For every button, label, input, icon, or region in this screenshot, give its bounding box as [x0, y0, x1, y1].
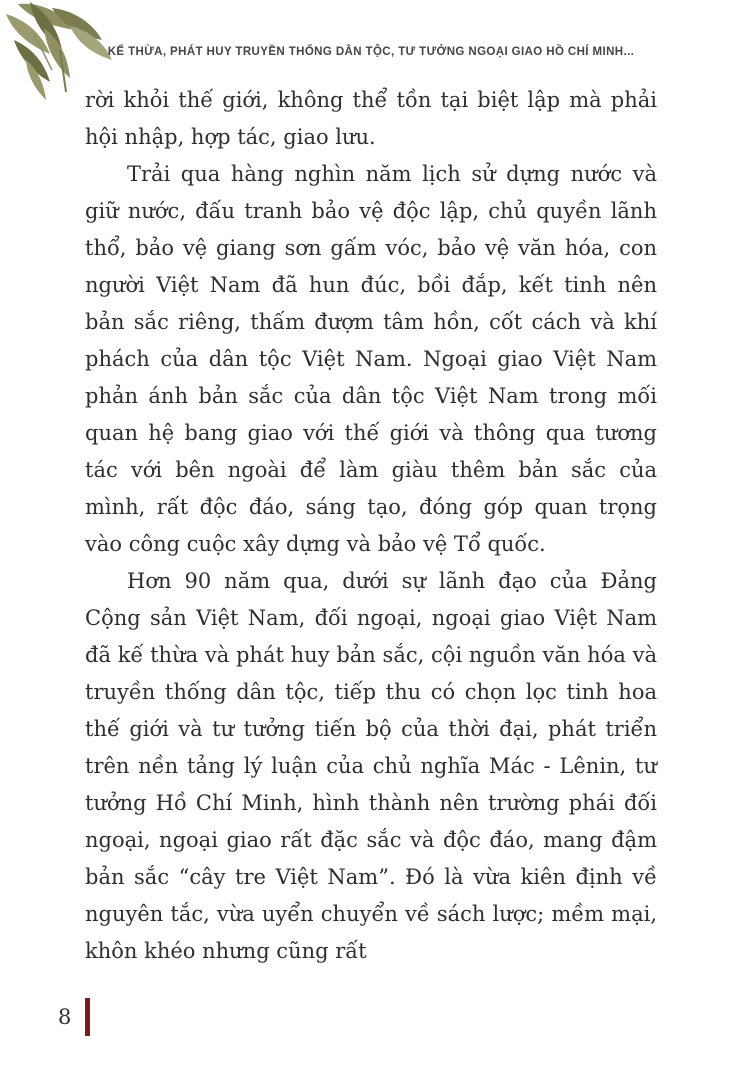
running-header: KẾ THỪA, PHÁT HUY TRUYỀN THỐNG DÂN TỘC, TƯ TƯỞNG NGOẠI GIAO HỒ CHÍ MINH... — [107, 46, 635, 58]
paragraph: Trải qua hàng nghìn năm lịch sử dựng nước và giữ nước, đấu tranh bảo vệ độc lập, chủ quyền lãnh thổ, bảo vệ giang sơn gấm vóc, bảo vệ văn hóa, con người Việt Nam đã hun đúc, bồi đắp, kết tinh nên bản sắc riêng, thấm đượm tâm hồn, cốt cách và khí phách của dân tộc Việt Nam. Ngoại giao Việt Nam phản ánh bản sắc của dân tộc Việt Nam trong mối quan hệ bang giao với thế giới và thông qua tương tác với bên ngoài để làm giàu thêm bản sắc của mình, rất độc đáo, sáng tạo, đóng góp quan trọng vào công cuộc xây dựng và bảo vệ Tổ quốc. — [85, 162, 657, 556]
paragraph: Hơn 90 năm qua, dưới sự lãnh đạo của Đảng Cộng sản Việt Nam, đối ngoại, ngoại giao Việt Nam đã kế thừa và phát huy bản sắc, cội nguồn văn hóa và truyền thống dân tộc, tiếp thu có chọn lọc tinh hoa thế giới và tư tưởng tiến bộ của thời đại, phát triển trên nền tảng lý luận của chủ nghĩa Mác - Lênin, tư tưởng Hồ Chí Minh, hình thành nên trường phái đối ngoại, ngoại giao rất đặc sắc và độc đáo, mang đậm bản sắc “cây tre Việt Nam”. Đó là vừa kiên định về nguyên tắc, vừa uyển chuyển về sách lược; mềm mại, khôn khéo nhưng cũng rất — [85, 569, 657, 963]
page-number-bar — [85, 998, 90, 1036]
page-footer — [58, 998, 90, 1036]
page-number: 8 — [58, 1005, 72, 1029]
body-text — [85, 82, 657, 970]
paragraph: rời khỏi thế giới, không thể tồn tại biệt lập mà phải hội nhập, hợp tác, giao lưu. — [85, 88, 657, 149]
